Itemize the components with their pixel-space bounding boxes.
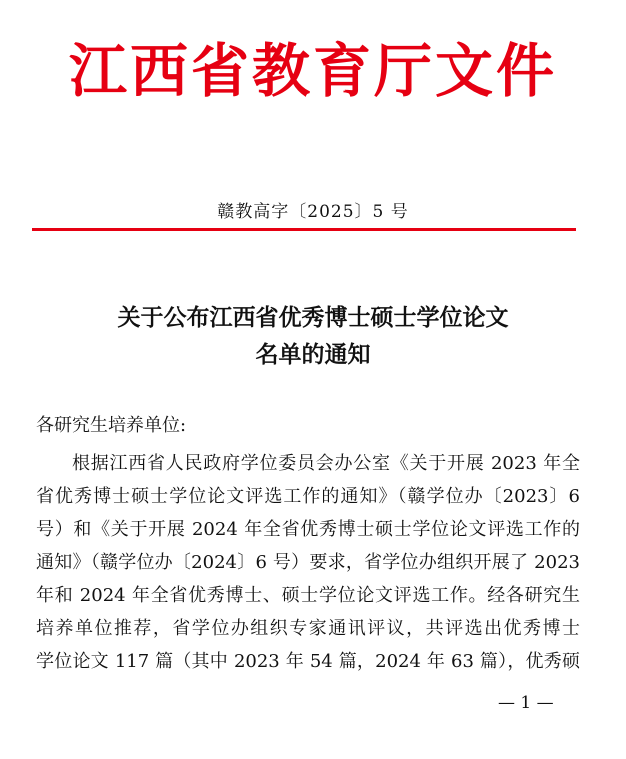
body-paragraph-line: 学位论文 117 篇（其中 2023 年 54 篇，2024 年 63 篇），优秀硕 (36, 651, 580, 672)
body-paragraph-line: 通知》（赣学位办〔2024〕6 号）要求，省学位办组织开展了 2023 (36, 552, 580, 573)
notice-title-line-1: 关于公布江西省优秀博士硕士学位论文 (117, 304, 509, 331)
issuer-header-title: 江西省教育厅文件 (68, 37, 557, 105)
red-divider-line (32, 228, 576, 231)
body-paragraph-line: 号）和《关于开展 2024 年全省优秀博士硕士学位论文评选工作的 (36, 519, 580, 540)
page-number: — 1 — (498, 693, 554, 713)
body-paragraph-line: 省优秀博士硕士学位论文评选工作的通知》（赣学位办〔2023〕6 (36, 486, 580, 507)
salutation: 各研究生培养单位: (36, 415, 187, 436)
body-paragraph-line: 培养单位推荐，省学位办组织专家通讯评议，共评选出优秀博士 (36, 618, 580, 639)
body-paragraph-line: 年和 2024 年全省优秀博士、硕士学位论文评选工作。经各研究生 (36, 585, 580, 606)
notice-title-line-2: 名单的通知 (255, 341, 371, 368)
body-paragraph-line: 根据江西省人民政府学位委员会办公室《关于开展 2023 年全 (72, 453, 580, 474)
document-number: 赣教高字〔2025〕5 号 (217, 202, 409, 222)
